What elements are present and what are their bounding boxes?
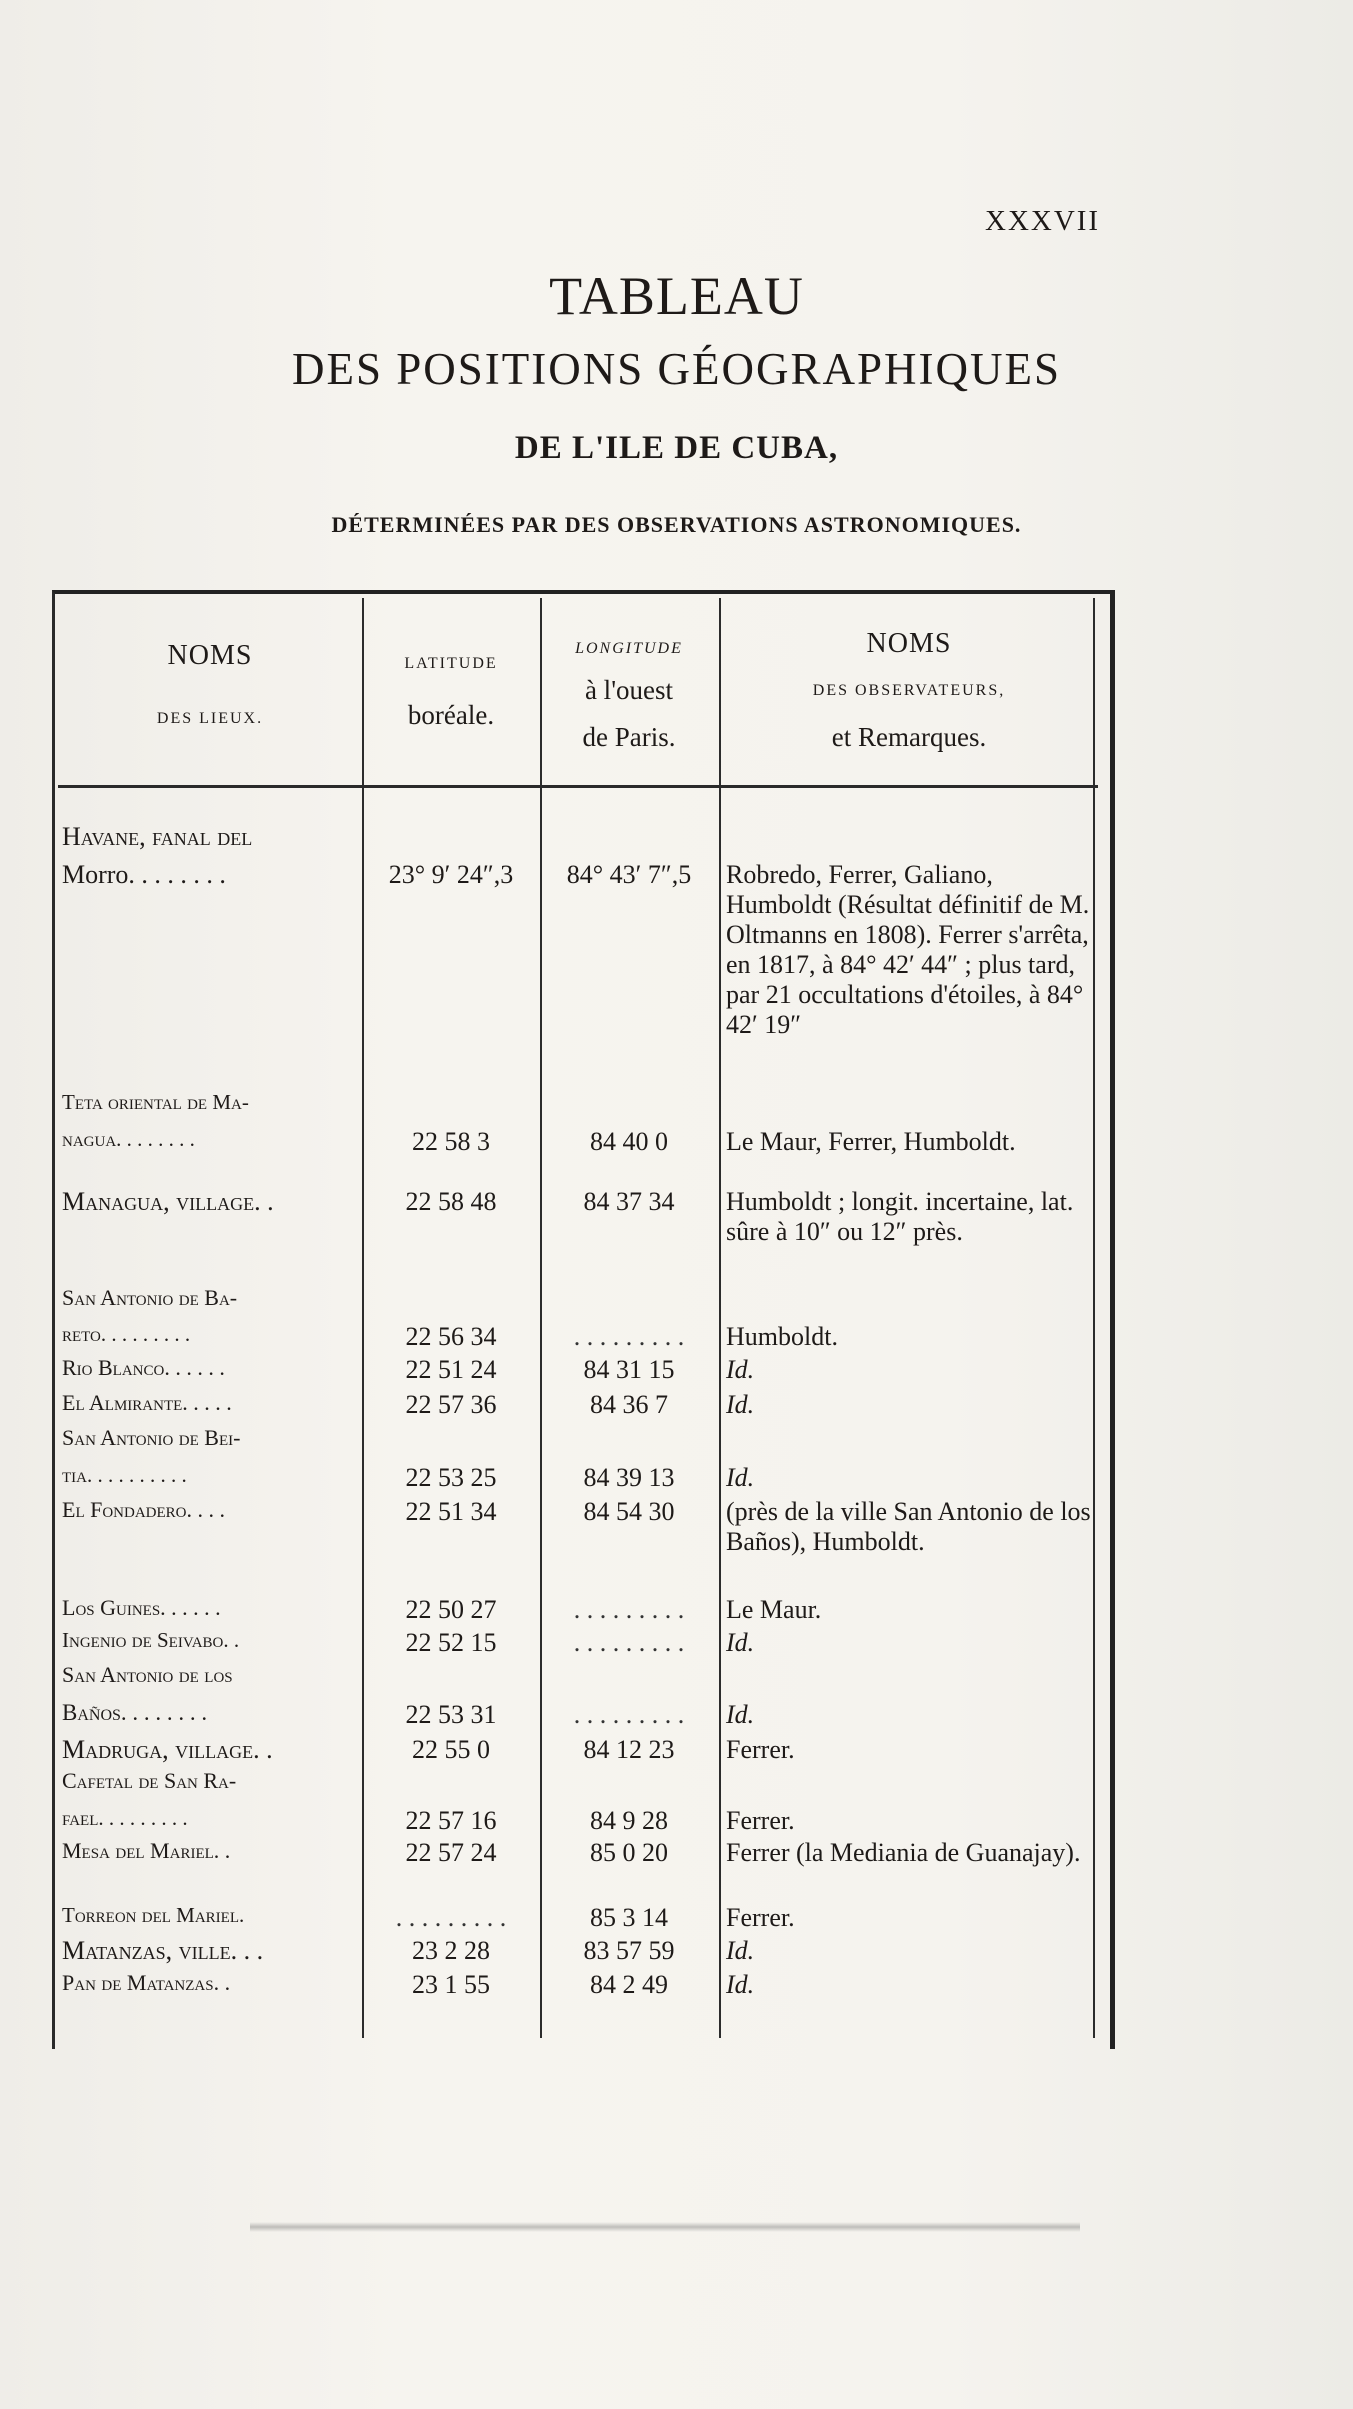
latitude-value: 22 56 34	[405, 1322, 497, 1351]
longitude-value: 84 2 49	[590, 1970, 668, 1999]
longitude-value: 84 39 13	[583, 1463, 675, 1492]
column-divider	[719, 598, 721, 2038]
header-noms-observateurs: NOMS	[866, 628, 952, 659]
latitude-value: 23 2 28	[412, 1936, 490, 1965]
place-name-line: San Antonio de Bei-	[62, 1425, 241, 1450]
place-name-line: Rio Blanco. . . . . .	[62, 1355, 225, 1380]
longitude-value: . . . . . . . . .	[573, 1628, 685, 1657]
page-number: XXXVII	[985, 205, 1101, 237]
latitude-value: 22 51 34	[405, 1497, 497, 1526]
place-name-line: Pan de Matanzas. .	[62, 1970, 231, 1995]
place-name-line: Teta oriental de Ma-	[62, 1090, 249, 1114]
place-name-line: Madruga, village. .	[62, 1735, 273, 1764]
header-paris: de Paris.	[582, 722, 676, 752]
latitude-value: 22 51 24	[405, 1355, 497, 1384]
place-name-line: Ingenio de Seivabo. .	[62, 1628, 240, 1652]
header-rule	[58, 785, 1098, 788]
place-name-line: Havane, fanal del	[62, 822, 253, 851]
observers-remarks: Robredo, Ferrer, Galiano, Humboldt (Résultat définitif de M. Oltmanns en 1808). Ferrer s'arrêta, en 1817, à 84° 42′ 44″ ; plus tard, par 21 occultations d'étoiles, à 84° 42′ 19″	[726, 860, 1090, 1039]
place-name-line: Los Guines. . . . . .	[62, 1595, 221, 1620]
observers-remarks: Ferrer.	[726, 1806, 795, 1835]
observers-remarks: (près de la ville San Antonio de los Baños), Humboldt.	[726, 1497, 1091, 1556]
latitude-value: 23 1 55	[412, 1970, 490, 1999]
latitude-value: 22 53 25	[405, 1463, 497, 1492]
header-des-lieux: DES LIEUX.	[156, 710, 264, 727]
longitude-value: 84 12 23	[583, 1735, 675, 1764]
header-latitude: LATITUDE	[404, 655, 498, 672]
longitude-value: 84 40 0	[590, 1127, 668, 1156]
longitude-value: 84 54 30	[583, 1497, 675, 1526]
longitude-value: 84° 43′ 7″,5	[566, 860, 692, 889]
header-boreale: boréale.	[407, 700, 495, 730]
latitude-value: 22 57 36	[405, 1390, 497, 1419]
observers-remarks: Ferrer.	[726, 1735, 795, 1764]
latitude-value: 22 50 27	[405, 1595, 497, 1624]
observers-remarks: Ferrer.	[726, 1903, 795, 1932]
subtitle-observations: DÉTERMINÉES PAR DES OBSERVATIONS ASTRONOMIQUES.	[331, 512, 1022, 537]
latitude-value: 23° 9′ 24″,3	[388, 860, 514, 889]
latitude-value: 22 53 31	[405, 1700, 497, 1729]
place-name-line: Baños. . . . . . . .	[62, 1700, 208, 1725]
latitude-value: 22 57 16	[405, 1806, 497, 1835]
header-noms: NOMS	[167, 640, 253, 671]
observers-remarks: Id.	[726, 1463, 755, 1492]
longitude-value: . . . . . . . . .	[573, 1322, 685, 1351]
header-longitude: LONGITUDE	[575, 640, 683, 657]
observers-remarks: Id.	[726, 1390, 755, 1419]
place-name-line: San Antonio de los	[62, 1662, 233, 1687]
place-name-line: El Fondadero. . . .	[62, 1497, 225, 1522]
longitude-value: 83 57 59	[583, 1936, 675, 1965]
place-name-line: tia. . . . . . . . . .	[62, 1463, 187, 1487]
title-tableau: TABLEAU	[549, 266, 804, 326]
longitude-value: 84 31 15	[583, 1355, 675, 1384]
place-name-line: Managua, village. .	[62, 1187, 274, 1216]
header-des-observateurs: DES OBSERVATEURS,	[812, 682, 1006, 699]
place-name-line: El Almirante. . . . .	[62, 1390, 232, 1415]
longitude-value: . . . . . . . . .	[573, 1700, 685, 1729]
observers-remarks: Id.	[726, 1700, 755, 1729]
place-name-line: Torreon del Mariel.	[62, 1903, 245, 1927]
place-name-line: fael. . . . . . . . .	[62, 1806, 188, 1830]
observers-remarks: Humboldt ; longit. incertaine, lat. sûre à 10″ ou 12″ près.	[726, 1187, 1074, 1246]
latitude-value: 22 52 15	[405, 1628, 497, 1657]
place-name-line: Matanzas, ville. . .	[62, 1936, 264, 1965]
title-positions: DES POSITIONS GÉOGRAPHIQUES	[291, 344, 1062, 394]
observers-remarks: Id.	[726, 1628, 755, 1657]
observers-remarks: Id.	[726, 1970, 755, 1999]
place-name-line: Cafetal de San Ra-	[62, 1768, 237, 1793]
observers-remarks: Le Maur.	[726, 1595, 822, 1624]
longitude-value: 84 9 28	[590, 1806, 668, 1835]
header-ouest: à l'ouest	[584, 675, 674, 705]
place-name-line: Mesa del Mariel. .	[62, 1838, 231, 1863]
observers-remarks: Ferrer (la Mediania de Guanajay).	[726, 1838, 1081, 1867]
title-cuba: DE L'ILE DE CUBA,	[514, 430, 839, 466]
latitude-value: 22 55 0	[412, 1735, 490, 1764]
place-name-line: San Antonio de Ba-	[62, 1285, 238, 1310]
column-divider	[362, 598, 364, 2038]
latitude-value: . . . . . . . . .	[395, 1903, 507, 1932]
latitude-value: 22 58 3	[412, 1127, 490, 1156]
place-name-line: nagua. . . . . . . .	[62, 1127, 195, 1151]
longitude-value: 85 3 14	[590, 1903, 668, 1932]
column-divider	[540, 598, 542, 2038]
longitude-value: 84 36 7	[590, 1390, 668, 1419]
latitude-value: 22 58 48	[405, 1187, 497, 1216]
header-remarques: et Remarques.	[831, 722, 987, 752]
longitude-value: 85 0 20	[590, 1838, 668, 1867]
longitude-value: . . . . . . . . .	[573, 1595, 685, 1624]
latitude-value: 22 57 24	[405, 1838, 497, 1867]
longitude-value: 84 37 34	[583, 1187, 675, 1216]
observers-remarks: Le Maur, Ferrer, Humboldt.	[726, 1127, 1016, 1156]
place-name-line: Morro. . . . . . . .	[62, 860, 226, 889]
observers-remarks: Id.	[726, 1936, 755, 1965]
place-name-line: reto. . . . . . . . .	[62, 1322, 191, 1346]
page-fold-shadow	[250, 2222, 1080, 2232]
observers-remarks: Id.	[726, 1355, 755, 1384]
observers-remarks: Humboldt.	[726, 1322, 838, 1351]
